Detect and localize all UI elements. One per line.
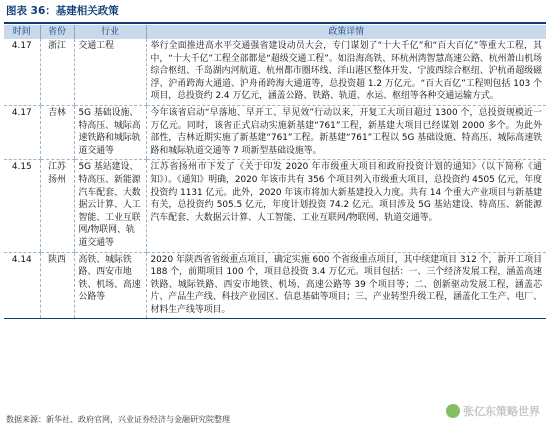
- cell-date: 4.15: [4, 160, 40, 252]
- cell-detail: 举行全面推进高水平交通强省建设动员大会，专门谋划了“十大千亿”和“百大百亿”等重大工程，其中，“十大千亿”工程全部都是“超级交通工程”。如沿海高铁、环杭州湾智慧高速公路、杭州萧山机场综合枢纽、千岛湖内河航道、杭州都市圈环线、洋山港区整体开发、宁波西综合枢纽、沪杭甬超级磁浮、沪甬跨海大通道、沪舟甬跨海大通道等，总投资超 1.2 万亿元。“百大百亿”工程则包括 103 个项目，总投资约 2.4 万亿元，涵盖公路、铁路、轨道、水运、枢纽等各种交通运输方式。: [146, 39, 546, 105]
- cell-industry: 交通工程: [74, 39, 146, 105]
- cell-detail: 江苏省扬州市下发了《关于印发 2020 年市级重大项目和政府投资计划的通知》（以下简称《通知》）。《通知》明确，2020 年该市共有 356 个项目列入市级重大项目，总投资约 4505 亿元，年度投资约 1131 亿元。此外，2020 年该市将加大新基建投入力度。共有 14 个重大产业项目与新基建有关，总投资约 505.5 亿元，年度计划投资 74.2 亿元。项目涉及 5G 基站建设、特高压、新能源汽车配套、大数据云计算、人工智能、工业互联网/物联网、轨道交通等。: [146, 160, 546, 252]
- cell-province: 浙江: [40, 39, 74, 105]
- table-row: [4, 252, 546, 319]
- watermark-text: 张亿东策略世界: [463, 405, 540, 418]
- header-detail: 政策详情: [146, 25, 546, 39]
- cell-province: 陕西: [40, 252, 74, 319]
- source-note: 数据来源：新华社、政府官网，兴业证券经济与金融研究院整理: [6, 415, 230, 424]
- cell-industry: 5G 基站建设、特高压、新能源汽车配套、大数据云计算、人工智能、工业互联网/物联网、轨道交通等: [74, 160, 146, 252]
- table-row: [4, 105, 546, 159]
- header-industry: 行业: [74, 25, 146, 39]
- header-province: 省份: [40, 25, 74, 39]
- cell-industry: 高铁、城际铁路、西安市地铁、机场、高速公路等: [74, 252, 146, 319]
- cell-date: 4.17: [4, 39, 40, 105]
- cell-province: 吉林: [40, 105, 74, 159]
- title-rule: [4, 22, 546, 24]
- figure-title: 图表 36：基建相关政策: [6, 5, 119, 17]
- cell-province: 江苏扬州: [40, 160, 74, 252]
- table-row: [4, 160, 546, 252]
- header-date: 时间: [4, 25, 40, 39]
- cell-date: 4.17: [4, 105, 40, 159]
- policy-table: [4, 25, 546, 319]
- table-header-row: [4, 25, 546, 39]
- wechat-logo-icon: [446, 404, 460, 418]
- cell-detail: 2020 年陕西省省级重点项目，确定实施 600 个省级重点项目，其中续建项目 312 个，新开工项目 188 个，前期项目 100 个，项目总投资 3.4 万亿元。项目包括：一、三个经济发展工程，涵盖高速铁路、城际铁路、西安市地铁、机场、高速公路等 39 个项目等；二、创新驱动发展工程，涵盖芯片、产品生产线、科技产业园区、信息基础等项目；三、产业转型升级工程，涵盖化工生产、电厂、材料生产线等项目。: [146, 252, 546, 319]
- cell-date: 4.14: [4, 252, 40, 319]
- watermark: [446, 403, 540, 419]
- cell-detail: 今年该省启动“早落地、早开工、早见效”行动以来，开复工大项目超过 1300 个，总投资规模近一万亿元。同时，该省正式启动实施新基建“761”工程，新基建大项目已经谋划 2000 多个。为此外部性，吉林近期实施了新基建“761”工程。新基建“761”工程以 5G 基础设施、特高压、城际高速铁路和城际轨道交通等 7 项新型基础设施等。: [146, 105, 546, 159]
- table-row: [4, 39, 546, 105]
- cell-industry: 5G 基础设施、特高压、城际高速铁路和城际轨道交通等: [74, 105, 146, 159]
